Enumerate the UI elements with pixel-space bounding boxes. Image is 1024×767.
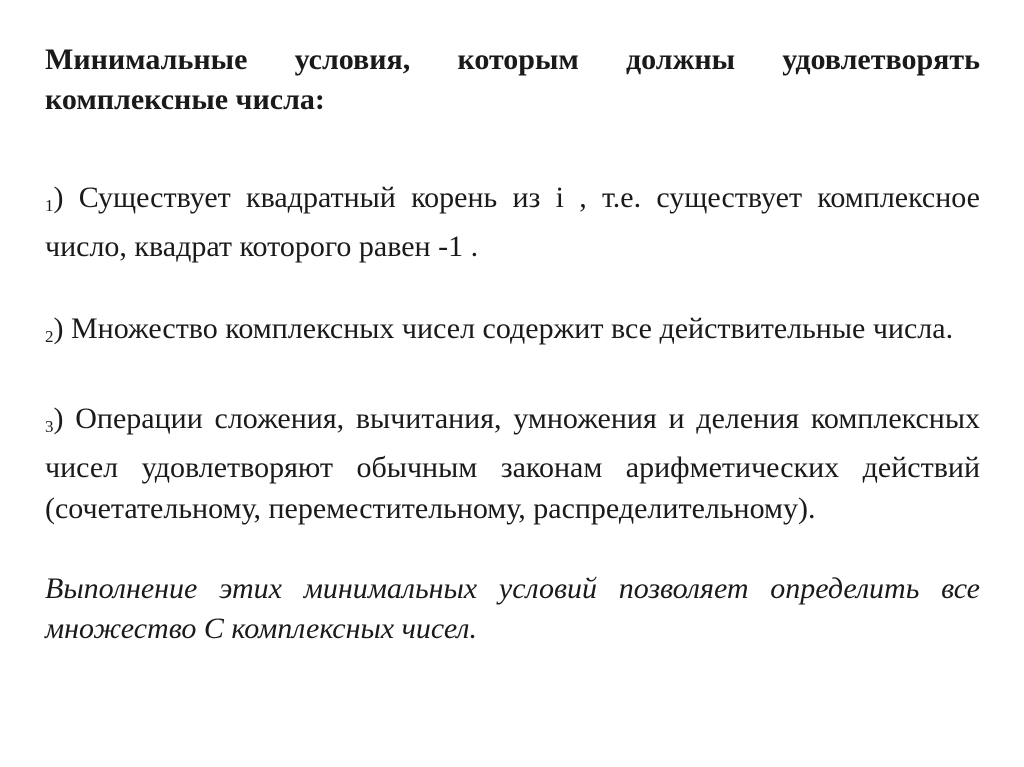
condition-3-paren: ) — [53, 402, 64, 435]
condition-3 — [45, 398, 980, 529]
condition-2-text: Множество комплексных чисел содержит все действительные числа. — [63, 312, 954, 345]
condition-1-paren: ) — [53, 181, 64, 214]
condition-2-number: 2 — [45, 327, 54, 346]
condition-1-number: 1 — [45, 196, 54, 215]
condition-2 — [45, 308, 980, 357]
slide-conclusion: Выполнение этих минимальных условий позволяет определить все множество С комплексных чисел. — [45, 572, 980, 645]
condition-1-text: Существует квадратный корень из i , т.е. существует комплексное число, квадрат которого равен -1 . — [45, 181, 980, 263]
condition-3-number: 3 — [45, 417, 54, 436]
slide-content — [45, 40, 980, 649]
condition-3-text: Операции сложения, вычитания, умножения и деления комплексных чисел удовлетворяют обычным законам арифметических действий (сочетательному, переместительному, распределительному). — [45, 402, 980, 525]
condition-2-paren: ) — [53, 312, 64, 345]
slide-heading: Минимальные условия, которым должны удовлетворять комплексные числа: — [45, 43, 980, 116]
condition-1 — [45, 177, 980, 267]
